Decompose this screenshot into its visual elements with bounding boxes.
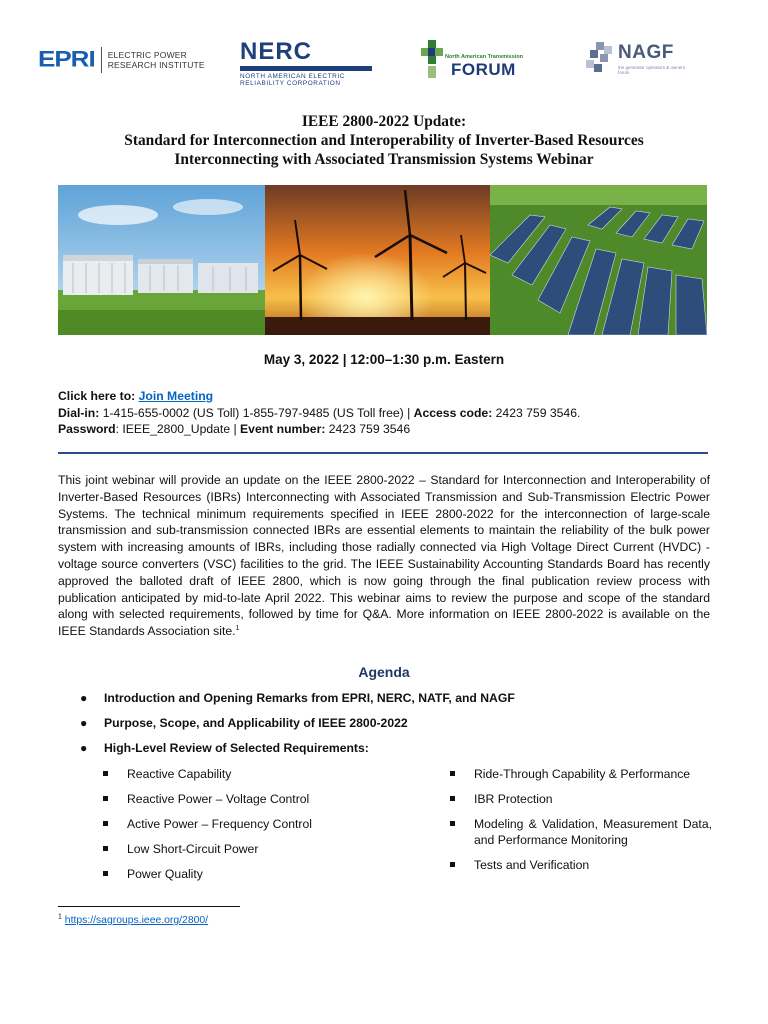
epri-logo-line2: RESEARCH INSTITUTE (107, 59, 205, 70)
wind-turbines-image (265, 185, 490, 335)
logo-bar (0, 38, 768, 86)
nerc-logo-line2: RELIABILITY CORPORATION (240, 80, 341, 87)
requirements-list-left (103, 766, 383, 891)
requirement-item: Ride-Through Capability & Performance (450, 766, 712, 782)
title-line-3: Interconnecting with Associated Transmission Systems Webinar (174, 151, 594, 168)
join-meeting-link[interactable]: Join Meeting (138, 389, 214, 403)
natf-cross-icon (421, 40, 443, 78)
footnote-reference: 1 (235, 625, 240, 633)
nerc-logo-line1: NORTH AMERICAN ELECTRIC (240, 73, 345, 80)
title-line-1: IEEE 2800-2022 Update: (301, 113, 467, 130)
description-text: This joint webinar will provide an update on the IEEE 2800-2022 – Standard for Interconnection and Interoperability of Inverter-Based Resources (IBRs) Interconnecting with Associated Transmission and Sub-Transmission Electric Power Systems. The technical minimum requirements specified in IEEE 2800-2022 for the interconnection of large-scale transmission and sub-transmission connected IBRs are essential elements to maintain the reliability of the bulk power system with increasing amounts of IBRs, including those radially connected via High Voltage Direct Current (HVDC) - voltage source converters (VSC) facilities to the grid. The IEEE Sustainability Accounting Standards Board has recently approved the balloted draft of IEEE 2800, which is now going through the final publication review process with publication anticipated by mid-to-late April 2022. This webinar aims to review the purpose and scope of the standard along with selected requirements, followed by time for Q&A. More information on IEEE 2800-2022 is available on the IEEE Standards Association site. (58, 473, 710, 639)
nagf-logo (586, 40, 696, 82)
requirement-item: Reactive Power – Voltage Control (103, 791, 383, 807)
password-value: : IEEE_2800_Update | (115, 422, 237, 437)
title-line-2: Standard for Interconnection and Interoperability of Inverter-Based Resources (124, 132, 644, 149)
epri-logo (38, 44, 205, 75)
footnote-mark: 1 (58, 913, 62, 921)
agenda-item: ● High-Level Review of Selected Requirements: (80, 741, 369, 755)
requirement-item: Reactive Capability (103, 766, 383, 782)
footnote-divider (58, 906, 240, 907)
square-bullet-icon (103, 771, 108, 776)
nagf-logo-mark: NAGF (618, 42, 674, 63)
square-bullet-icon (450, 796, 455, 801)
event-number-value: 2423 759 3546 (328, 422, 411, 437)
square-bullet-icon (450, 821, 455, 826)
natf-logo-forum: FORUM (451, 60, 516, 79)
bullet-icon: ● (80, 741, 88, 755)
event-date: May 3, 2022 | 12:00–1:30 p.m. Eastern (263, 352, 505, 367)
epri-logo-line1: ELECTRIC POWER (107, 49, 187, 60)
bullet-icon: ● (80, 716, 88, 730)
requirement-item: IBR Protection (450, 791, 712, 807)
section-divider (58, 452, 708, 454)
square-bullet-icon (450, 862, 455, 867)
access-code-value: 2423 759 3546. (495, 405, 581, 420)
natf-logo (421, 40, 531, 82)
natf-logo-top: North American Transmission (445, 54, 524, 60)
password-label: Password (58, 422, 116, 437)
requirement-item: Modeling & Validation, Measurement Data, and Performance Monitoring (450, 816, 712, 848)
agenda-item: ● Purpose, Scope, and Applicability of IEEE 2800-2022 (80, 716, 408, 730)
square-bullet-icon (103, 796, 108, 801)
square-bullet-icon (450, 771, 455, 776)
requirement-item: Active Power – Frequency Control (103, 816, 383, 832)
join-line (58, 388, 708, 405)
footnote (58, 915, 208, 926)
nerc-logo (240, 40, 372, 87)
dialin-label: Dial-in: (58, 405, 100, 420)
agenda-heading: Agenda (358, 664, 410, 680)
requirement-item: Low Short-Circuit Power (103, 841, 383, 857)
dialin-value: 1-415-655-0002 (US Toll) 1-855-797-9485 (US Toll free) | (102, 405, 411, 420)
agenda-item: ● Introduction and Opening Remarks from EPRI, NERC, NATF, and NAGF (80, 691, 515, 705)
battery-storage-image (58, 185, 265, 335)
page-title (0, 112, 768, 169)
square-bullet-icon (103, 871, 108, 876)
requirements-list-right (450, 766, 712, 882)
square-bullet-icon (103, 846, 108, 851)
epri-logo-mark: EPRI (38, 46, 95, 72)
nerc-logo-mark: NERC (240, 38, 313, 65)
requirement-item: Tests and Verification (450, 857, 712, 873)
requirement-item: Power Quality (103, 866, 383, 882)
solar-panels-image (490, 185, 707, 335)
photo-banner (58, 185, 707, 335)
event-number-label: Event number: (240, 422, 326, 437)
bullet-icon: ● (80, 691, 88, 705)
nagf-logo-tagline: the generator operators & owners forum (618, 65, 686, 75)
click-label: Click here to: (58, 389, 136, 403)
description-paragraph (58, 472, 710, 640)
agenda-list (80, 690, 720, 765)
footnote-link[interactable]: https://sagroups.ieee.org/2800/ (64, 915, 209, 926)
square-bullet-icon (103, 821, 108, 826)
nagf-blocks-icon (586, 42, 614, 74)
password-line (58, 421, 708, 438)
access-code-label: Access code: (413, 405, 493, 420)
meeting-info (58, 388, 708, 438)
dialin-line (58, 405, 708, 422)
